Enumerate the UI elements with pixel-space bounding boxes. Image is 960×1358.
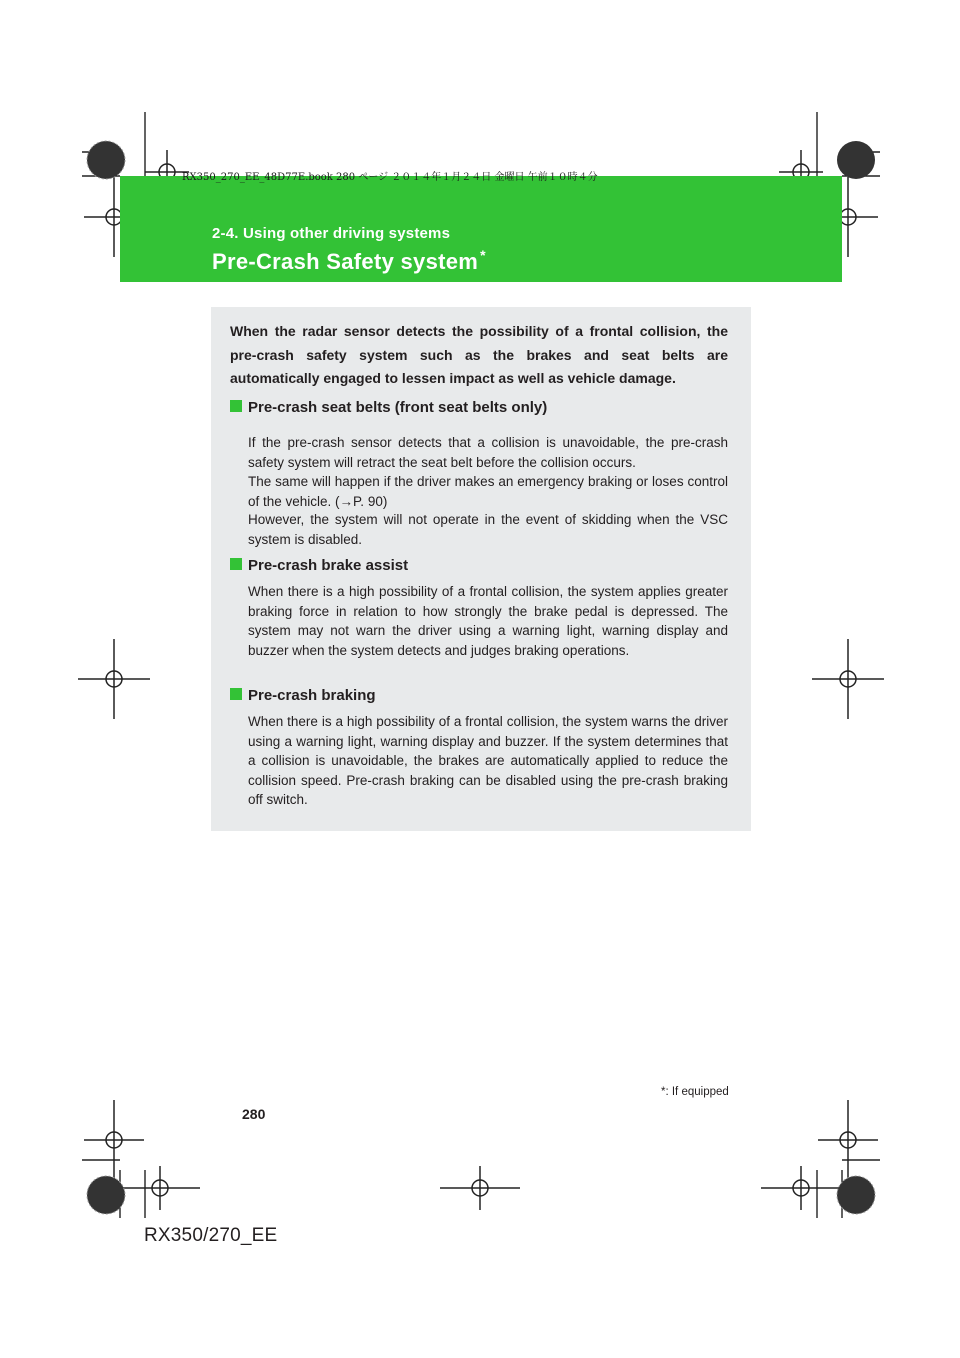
intro-text: When the radar sensor detects the possibility of a frontal collision, the pre-crash safety system such as the brakes and seat belts are automatically engaged to lessen impact as well as vehicle damage. [230,323,728,386]
footnote: *: If equipped [661,1086,729,1098]
seat-belts-paragraph-3: However, the system will not operate in the event of skidding when the VSC system is disabled. [248,512,728,547]
section-label: 2-4. Using other driving systems [212,225,451,242]
square-bullet-icon [230,688,242,700]
equipped-marker: * [480,247,486,263]
brake-assist-paragraph: When there is a high possibility of a frontal collision, the system applies greater braking force in relation to how strongly the brake pedal is depressed. The system may not warn the driver using a warning light, warning display and buzzer when the system detects and judges braking operations. [248,584,728,658]
item-heading-text: Pre-crash seat belts (front seat belts only) [248,399,548,416]
braking-paragraph: When there is a high possibility of a frontal collision, the system warns the driver using a warning light, warning display and buzzer. If the system determines that a collision is unavoidable, the brakes are automatically applied to reduce the collision speed. Pre-crash braking can be disabled using the pre-crash braking off switch. [248,714,728,807]
item-heading-seat-belts [230,399,547,416]
page-title-text: Pre-Crash Safety system [212,249,479,274]
square-bullet-icon [230,400,242,412]
seat-belts-paragraph-2: The same will happen if the driver makes an emergency braking or loses control of the vehicle. (→P. 90) [248,474,728,509]
model-code: RX350/270_EE [144,1225,278,1246]
item-heading-brake-assist [230,557,408,574]
page-title [212,249,486,275]
page-number: 280 [242,1106,266,1122]
item-heading-text: Pre-crash brake assist [248,557,409,574]
seat-belts-paragraph-1: If the pre-crash sensor detects that a collision is unavoidable, the pre-crash safety system will retract the seat belt before the collision occurs. [248,435,728,470]
square-bullet-icon [230,558,242,570]
item-heading-text: Pre-crash braking [248,687,376,704]
item-heading-braking [230,687,376,704]
print-info: RX350_270_EE_48D77E.book 280 ページ ２０１４年１月２４日 金曜日 午前１０時４分 [182,172,598,183]
